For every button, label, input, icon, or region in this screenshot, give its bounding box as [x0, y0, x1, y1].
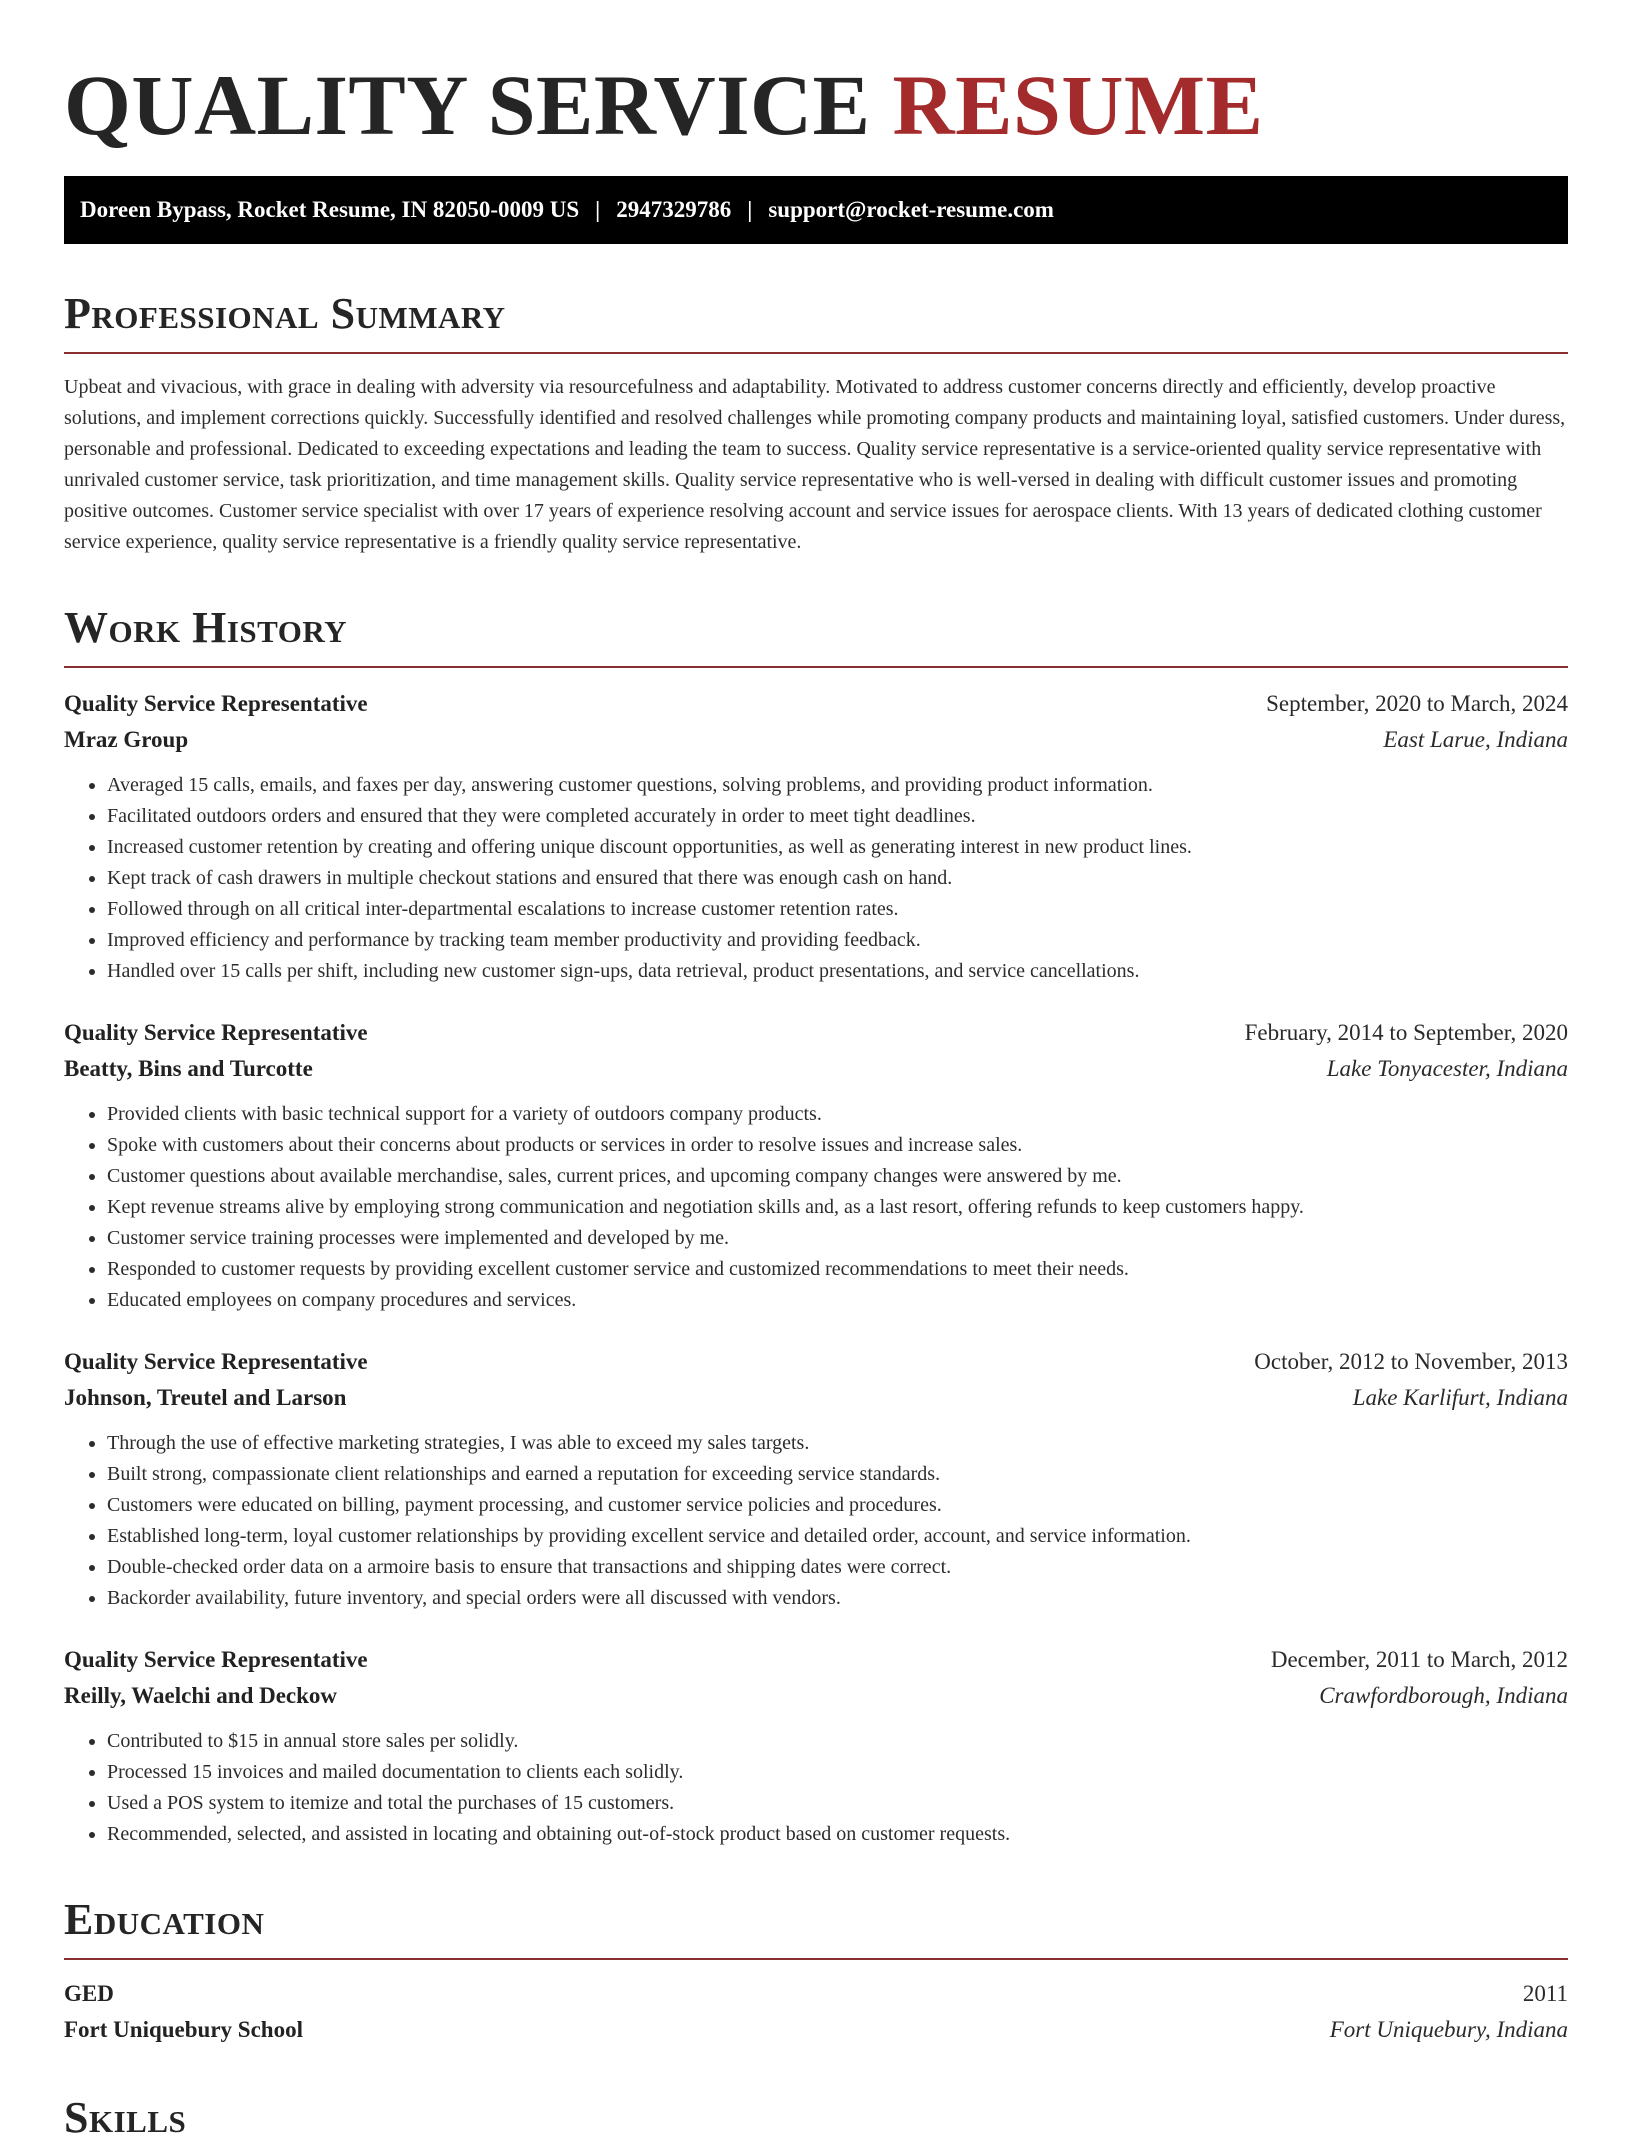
list-item: • Backorder availability, future inventory, and special orders were all discussed with vendors. — [107, 1583, 1568, 1614]
job-company: Mraz Group — [64, 727, 189, 752]
job-bullets — [64, 1099, 1568, 1316]
job-entry — [64, 686, 1568, 987]
list-item: • Kept revenue streams alive by employing strong communication and negotiation skills and, as a last resort, offering refunds to keep customers happy. — [107, 1192, 1568, 1223]
education-year: 2011 — [1522, 1981, 1568, 2006]
list-item: • Processed 15 invoices and mailed documentation to clients each solidly. — [107, 1757, 1568, 1788]
title-main: QUALITY SERVICE — [64, 57, 871, 153]
section-divider — [64, 666, 1568, 668]
list-item: • Contributed to $15 in annual store sales per solidly. — [107, 1726, 1568, 1757]
education-location: Fort Uniquebury, Indiana — [1329, 2017, 1568, 2042]
contact-email: support@rocket-resume.com — [768, 197, 1054, 222]
job-bullets — [64, 1428, 1568, 1614]
job-company: Reilly, Waelchi and Deckow — [64, 1683, 338, 1708]
job-location: Crawfordborough, Indiana — [1319, 1683, 1568, 1708]
job-bullets — [64, 1726, 1568, 1850]
skills-heading: Skills — [64, 2093, 187, 2142]
job-entry — [64, 1642, 1568, 1850]
list-item: • Handled over 15 calls per shift, including new customer sign-ups, data retrieval, product presentations, and service cancellations. — [107, 956, 1568, 987]
job-entry — [64, 1344, 1568, 1614]
job-dates: October, 2012 to November, 2013 — [1254, 1349, 1568, 1374]
job-location: East Larue, Indiana — [1383, 727, 1568, 752]
job-title: Quality Service Representative — [64, 691, 368, 716]
list-item: • Used a POS system to itemize and total the purchases of 15 customers. — [107, 1788, 1568, 1819]
job-company: Johnson, Treutel and Larson — [64, 1385, 347, 1410]
list-item: • Followed through on all critical inter-departmental escalations to increase customer retention rates. — [107, 894, 1568, 925]
list-item: • Provided clients with basic technical support for a variety of outdoors company products. — [107, 1099, 1568, 1130]
list-item: • Customer service training processes were implemented and developed by me. — [107, 1223, 1568, 1254]
summary-text: Upbeat and vivacious, with grace in dealing with adversity via resourcefulness and adaptability. Motivated to address customer concerns directly and efficiently, develop proactive solutions, and implement corrections quickly. Successfully identified and resolved challenges while promoting company products and maintaining loyal, satisfied customers. Under duress, personable and professional. Dedicated to exceeding expectations and leading the team to success. Quality service representative is a service-oriented quality service representative with unrivaled customer service, task prioritization, and time management skills. Quality service representative who is well-versed in dealing with difficult customer issues and promoting positive outcomes. Customer service specialist with over 17 years of experience resolving account and service issues for aerospace clients. With 13 years of dedicated clothing customer service experience, quality service representative is a friendly quality service representative. — [64, 376, 1566, 553]
resume-title — [64, 0, 1568, 154]
list-item: • Established long-term, loyal customer relationships by providing excellent service and detailed order, account, and service information. — [107, 1521, 1568, 1552]
list-item: • Kept track of cash drawers in multiple checkout stations and ensured that there was enough cash on hand. — [107, 863, 1568, 894]
list-item: • Averaged 15 calls, emails, and faxes per day, answering customer questions, solving problems, and providing product information. — [107, 770, 1568, 801]
list-item: • Through the use of effective marketing strategies, I was able to exceed my sales targets. — [107, 1428, 1568, 1459]
list-item: • Responded to customer requests by providing excellent customer service and customized recommendations to meet their needs. — [107, 1254, 1568, 1285]
job-title: Quality Service Representative — [64, 1647, 368, 1672]
summary-heading: Professional Summary — [64, 289, 506, 338]
list-item: • Built strong, compassionate client relationships and earned a reputation for exceeding service standards. — [107, 1459, 1568, 1490]
job-title: Quality Service Representative — [64, 1020, 368, 1045]
list-item: • Improved efficiency and performance by tracking team member productivity and providing feedback. — [107, 925, 1568, 956]
education-degree: GED — [64, 1981, 114, 2006]
contact-separator: | — [747, 197, 753, 222]
job-location: Lake Tonyacester, Indiana — [1326, 1056, 1568, 1081]
list-item: • Educated employees on company procedures and services. — [107, 1285, 1568, 1316]
education-entry — [64, 1976, 1568, 2048]
job-bullets — [64, 770, 1568, 987]
job-title: Quality Service Representative — [64, 1349, 368, 1374]
list-item: • Customer questions about available merchandise, sales, current prices, and upcoming company changes were answered by me. — [107, 1161, 1568, 1192]
list-item: • Recommended, selected, and assisted in locating and obtaining out-of-stock product based on customer requests. — [107, 1819, 1568, 1850]
list-item: • Double-checked order data on a armoire basis to ensure that transactions and shipping dates were correct. — [107, 1552, 1568, 1583]
section-divider — [64, 1958, 1568, 1960]
list-item: • Customers were educated on billing, payment processing, and customer service policies and procedures. — [107, 1490, 1568, 1521]
contact-address: Doreen Bypass, Rocket Resume, IN 82050-0009 US — [80, 197, 580, 222]
job-dates: February, 2014 to September, 2020 — [1244, 1020, 1568, 1045]
job-entry — [64, 1015, 1568, 1316]
work-history-heading: Work History — [64, 603, 348, 652]
education-school: Fort Uniquebury School — [64, 2017, 303, 2042]
job-company: Beatty, Bins and Turcotte — [64, 1056, 313, 1081]
contact-separator: | — [595, 197, 601, 222]
job-dates: December, 2011 to March, 2012 — [1270, 1647, 1568, 1672]
list-item: • Spoke with customers about their concerns about products or services in order to resolve issues and increase sales. — [107, 1130, 1568, 1161]
education-heading: Education — [64, 1895, 265, 1944]
title-accent: RESUME — [892, 57, 1264, 153]
job-location: Lake Karlifurt, Indiana — [1352, 1385, 1568, 1410]
section-divider — [64, 352, 1568, 354]
list-item: • Facilitated outdoors orders and ensured that they were completed accurately in order to meet tight deadlines. — [107, 801, 1568, 832]
list-item: • Increased customer retention by creating and offering unique discount opportunities, as well as generating interest in new product lines. — [107, 832, 1568, 863]
job-dates: September, 2020 to March, 2024 — [1266, 691, 1568, 716]
contact-bar — [64, 176, 1568, 244]
contact-phone: 2947329786 — [616, 197, 732, 222]
